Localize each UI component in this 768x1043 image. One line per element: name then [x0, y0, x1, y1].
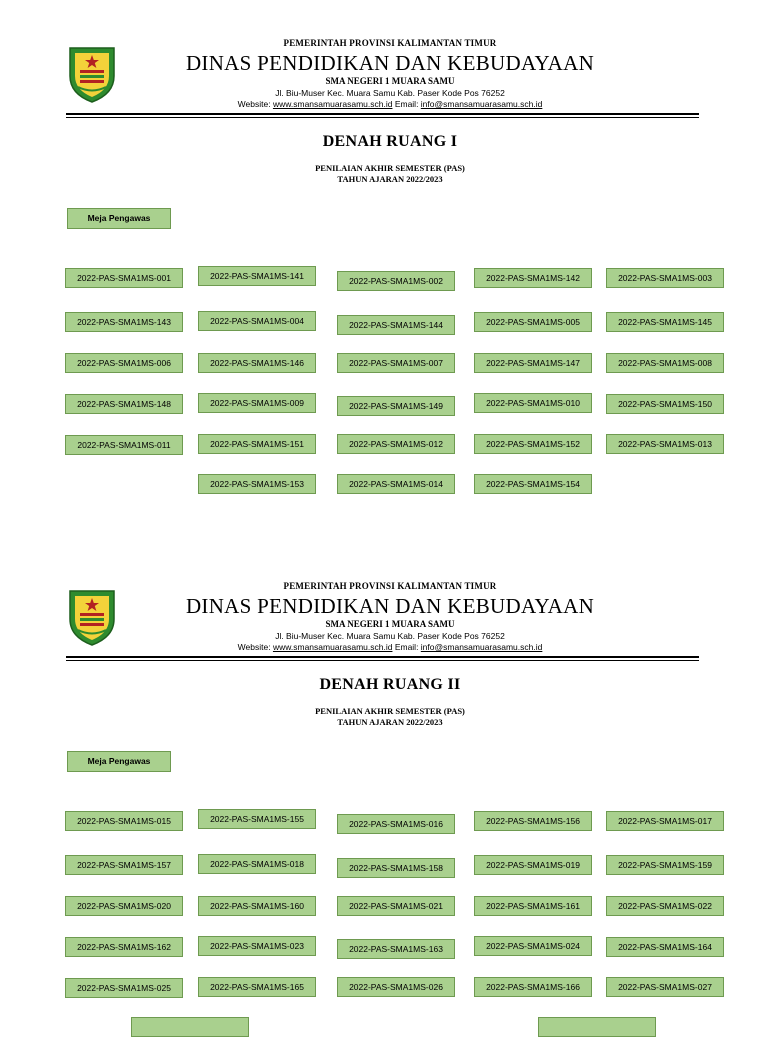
seat-box: 2022-PAS-SMA1MS-142	[474, 268, 592, 288]
school-name: SMA NEGERI 1 MUARA SAMU	[325, 619, 455, 629]
agency-name: DINAS PENDIDIKAN DAN KEBUDAYAAN	[185, 594, 595, 618]
room-title: DENAH RUANG I	[322, 133, 458, 150]
seat-box: 2022-PAS-SMA1MS-155	[198, 809, 316, 829]
seat-box: 2022-PAS-SMA1MS-144	[337, 315, 455, 335]
seat-box: 2022-PAS-SMA1MS-154	[474, 474, 592, 494]
exam-name: PENILAIAN AKHIR SEMESTER (PAS)	[315, 706, 465, 716]
seat-box-cut	[131, 1017, 249, 1037]
seat-box: 2022-PAS-SMA1MS-150	[606, 394, 724, 414]
government-name: PEMERINTAH PROVINSI KALIMANTAN TIMUR	[283, 38, 497, 48]
seat-box: 2022-PAS-SMA1MS-009	[198, 393, 316, 413]
seat-box: 2022-PAS-SMA1MS-148	[65, 394, 183, 414]
academic-year: TAHUN AJARAN 2022/2023	[337, 174, 443, 184]
seat-box: 2022-PAS-SMA1MS-153	[198, 474, 316, 494]
seat-box: 2022-PAS-SMA1MS-156	[474, 811, 592, 831]
seat-box: 2022-PAS-SMA1MS-006	[65, 353, 183, 373]
supervisor-desk: Meja Pengawas	[67, 208, 171, 229]
email-link[interactable]: info@smansamuarasamu.sch.id	[420, 642, 543, 652]
seat-box: 2022-PAS-SMA1MS-146	[198, 353, 316, 373]
seat-box: 2022-PAS-SMA1MS-023	[198, 936, 316, 956]
email-label: Email:	[392, 642, 421, 652]
seat-box: 2022-PAS-SMA1MS-159	[606, 855, 724, 875]
email-label: Email:	[392, 99, 421, 109]
contact-line	[140, 99, 640, 109]
school-address: Jl. Biu-Muser Kec. Muara Samu Kab. Paser Kode Pos 76252	[275, 631, 505, 641]
seat-box: 2022-PAS-SMA1MS-163	[337, 939, 455, 959]
seat-box: 2022-PAS-SMA1MS-002	[337, 271, 455, 291]
room-section	[0, 0, 768, 500]
seat-box: 2022-PAS-SMA1MS-151	[198, 434, 316, 454]
header-divider-thick	[66, 113, 699, 115]
seat-box: 2022-PAS-SMA1MS-026	[337, 977, 455, 997]
seat-box: 2022-PAS-SMA1MS-152	[474, 434, 592, 454]
seat-box: 2022-PAS-SMA1MS-021	[337, 896, 455, 916]
seat-box: 2022-PAS-SMA1MS-013	[606, 434, 724, 454]
seat-box: 2022-PAS-SMA1MS-018	[198, 854, 316, 874]
seat-box: 2022-PAS-SMA1MS-164	[606, 937, 724, 957]
seat-box: 2022-PAS-SMA1MS-005	[474, 312, 592, 332]
seat-box: 2022-PAS-SMA1MS-003	[606, 268, 724, 288]
seat-box: 2022-PAS-SMA1MS-165	[198, 977, 316, 997]
website-link[interactable]: www.smansamuarasamu.sch.id	[272, 642, 393, 652]
seat-box: 2022-PAS-SMA1MS-161	[474, 896, 592, 916]
contact-line	[140, 642, 640, 652]
seat-box-cut	[538, 1017, 656, 1037]
seat-box: 2022-PAS-SMA1MS-157	[65, 855, 183, 875]
seat-box: 2022-PAS-SMA1MS-145	[606, 312, 724, 332]
seat-box: 2022-PAS-SMA1MS-147	[474, 353, 592, 373]
room-title: DENAH RUANG II	[319, 676, 461, 693]
seat-box: 2022-PAS-SMA1MS-010	[474, 393, 592, 413]
seat-box: 2022-PAS-SMA1MS-008	[606, 353, 724, 373]
school-address: Jl. Biu-Muser Kec. Muara Samu Kab. Paser Kode Pos 76252	[275, 88, 505, 98]
academic-year: TAHUN AJARAN 2022/2023	[337, 717, 443, 727]
seat-box: 2022-PAS-SMA1MS-020	[65, 896, 183, 916]
room-section	[0, 543, 768, 1043]
seat-box: 2022-PAS-SMA1MS-012	[337, 434, 455, 454]
seat-box: 2022-PAS-SMA1MS-016	[337, 814, 455, 834]
seat-box: 2022-PAS-SMA1MS-001	[65, 268, 183, 288]
exam-name: PENILAIAN AKHIR SEMESTER (PAS)	[315, 163, 465, 173]
seat-box: 2022-PAS-SMA1MS-025	[65, 978, 183, 998]
seat-box: 2022-PAS-SMA1MS-024	[474, 936, 592, 956]
seat-box: 2022-PAS-SMA1MS-149	[337, 396, 455, 416]
supervisor-desk: Meja Pengawas	[67, 751, 171, 772]
seat-box: 2022-PAS-SMA1MS-004	[198, 311, 316, 331]
seat-box: 2022-PAS-SMA1MS-158	[337, 858, 455, 878]
seat-box: 2022-PAS-SMA1MS-014	[337, 474, 455, 494]
seat-box: 2022-PAS-SMA1MS-015	[65, 811, 183, 831]
website-label: Website:	[237, 642, 273, 652]
website-label: Website:	[237, 99, 273, 109]
seat-box: 2022-PAS-SMA1MS-162	[65, 937, 183, 957]
seat-box: 2022-PAS-SMA1MS-143	[65, 312, 183, 332]
seat-box: 2022-PAS-SMA1MS-166	[474, 977, 592, 997]
seat-box: 2022-PAS-SMA1MS-022	[606, 896, 724, 916]
seat-box: 2022-PAS-SMA1MS-019	[474, 855, 592, 875]
website-link[interactable]: www.smansamuarasamu.sch.id	[272, 99, 393, 109]
seat-box: 2022-PAS-SMA1MS-027	[606, 977, 724, 997]
school-name: SMA NEGERI 1 MUARA SAMU	[325, 76, 455, 86]
kaltim-shield-logo-icon	[66, 585, 118, 647]
email-link[interactable]: info@smansamuarasamu.sch.id	[420, 99, 543, 109]
kaltim-shield-logo-icon	[66, 42, 118, 104]
seat-box: 2022-PAS-SMA1MS-141	[198, 266, 316, 286]
government-name: PEMERINTAH PROVINSI KALIMANTAN TIMUR	[283, 581, 497, 591]
seat-box: 2022-PAS-SMA1MS-160	[198, 896, 316, 916]
header-divider-thick	[66, 656, 699, 658]
seat-box: 2022-PAS-SMA1MS-011	[65, 435, 183, 455]
seat-box: 2022-PAS-SMA1MS-007	[337, 353, 455, 373]
header-divider-thin	[66, 660, 699, 661]
seat-box: 2022-PAS-SMA1MS-017	[606, 811, 724, 831]
header-divider-thin	[66, 117, 699, 118]
agency-name: DINAS PENDIDIKAN DAN KEBUDAYAAN	[185, 51, 595, 75]
